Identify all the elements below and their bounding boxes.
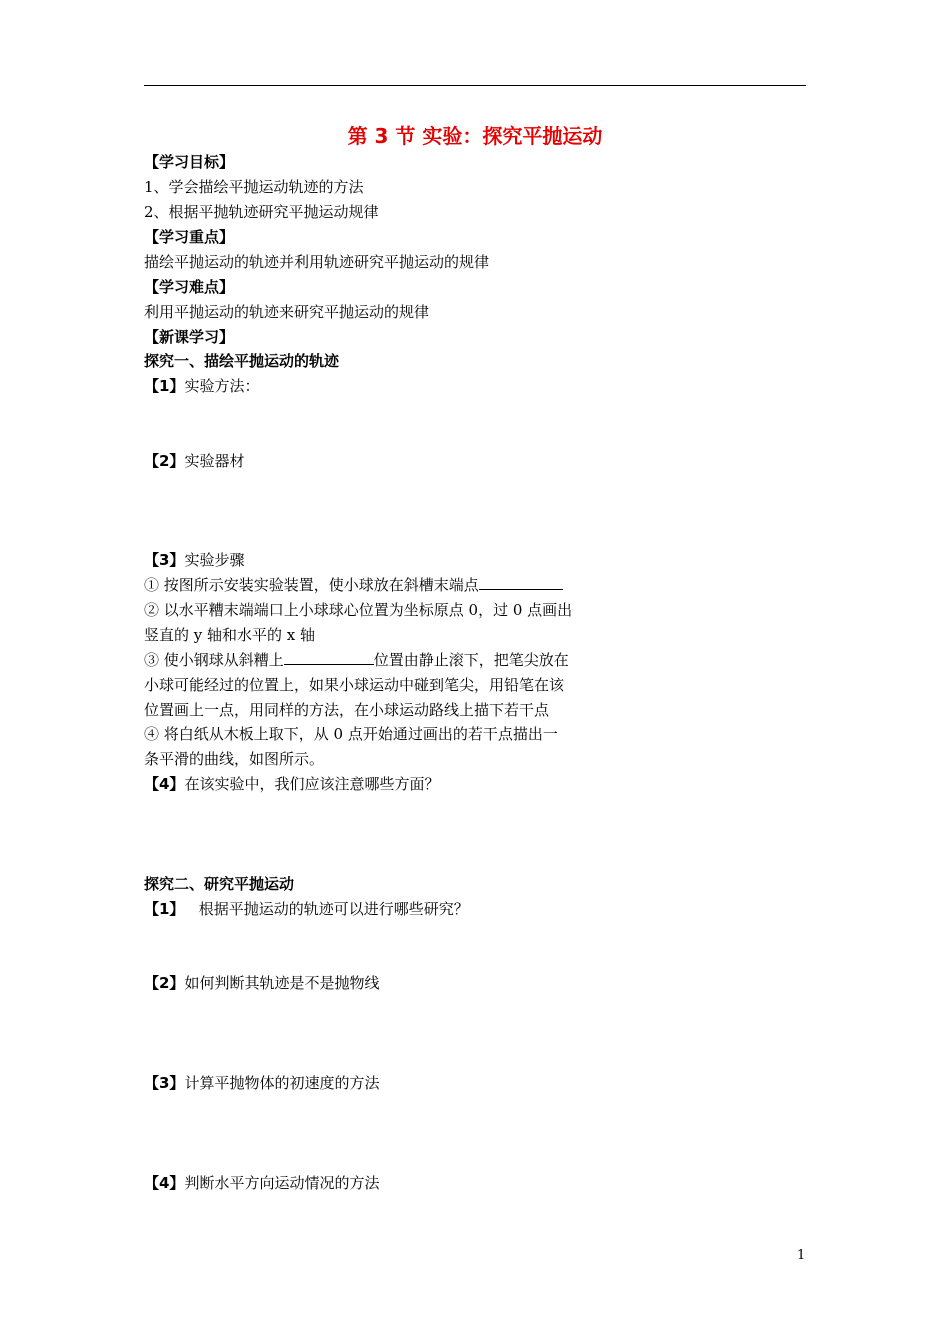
key-heading: 【学习重点】 [144,228,235,246]
explore2-q4 [144,1173,664,1193]
key-text: 描绘平抛运动的轨迹并利用轨迹研究平抛运动的规律 [144,253,490,271]
step-4-line-1: ④ 将白纸从木板上取下，从 0 点开始通过画出的若干点描出一 [144,725,558,743]
difficulty-heading: 【学习难点】 [144,278,235,296]
explore1-q2-tag: 【2】 [144,452,185,470]
step-3-text-b: 位置由静止滚下，把笔尖放在 [373,651,569,669]
explore1-q3-text: 实验步骤 [184,551,245,569]
explore2-q3-tag: 【3】 [144,1074,185,1092]
step-3-text-a: ③ 使小钢球从斜糟上 [144,651,284,669]
step-3-line-3: 位置画上一点，用同样的方法，在小球运动路线上描下若干点 [144,701,550,719]
header-rule [144,85,806,86]
step-2-line-1: ② 以水平糟末端端口上小球球心位置为坐标原点 0，过 0 点画出 [144,601,573,619]
explore2-q1-tag: 【1】 [144,900,185,918]
explore2-q4-text: 判断水平方向运动情况的方法 [184,1174,380,1192]
explore1-q1-text: 实验方法： [184,377,260,395]
step-3-line-1 [144,650,664,670]
page-number: 1 [797,1248,806,1263]
explore1-q2-text: 实验器材 [184,452,245,470]
explore2-q2-text: 如何判断其轨迹是不是抛物线 [184,974,380,992]
explore1-q4-tag: 【4】 [144,775,185,793]
step-2-line-2: 竖直的 y 轴和水平的 x 轴 [144,626,316,644]
explore1-q3-tag: 【3】 [144,551,185,569]
step-4-line-2: 条平滑的曲线，如图所示。 [144,750,325,768]
explore2-q4-tag: 【4】 [144,1174,185,1192]
explore2-heading: 探究二、研究平抛运动 [144,875,295,893]
explore1-q2 [144,451,664,471]
goals-heading: 【学习目标】 [144,153,235,171]
new-lesson-heading: 【新课学习】 [144,328,235,346]
goal-1: 1、学会描绘平抛运动轨迹的方法 [144,178,364,196]
step-1 [144,575,664,595]
explore1-heading: 探究一、描绘平抛运动的轨迹 [144,352,340,370]
explore2-q1-text: 根据平抛运动的轨迹可以进行哪些研究？ [184,900,469,918]
explore2-q2-tag: 【2】 [144,974,185,992]
goal-2: 2、根据平抛轨迹研究平抛运动规律 [144,203,379,221]
explore2-q1 [144,899,664,919]
explore1-q1 [144,376,664,396]
explore1-q3 [144,550,664,570]
difficulty-text: 利用平抛运动的轨迹来研究平抛运动的规律 [144,303,430,321]
step-1-text: ① 按图所示安装实验装置，使小球放在斜槽末端点 [144,576,479,594]
step-1-blank [479,575,563,590]
step-3-blank [284,650,374,665]
explore2-q3 [144,1073,664,1093]
explore2-q2 [144,973,664,993]
page-title: 第 3 节 实验：探究平抛运动 [347,124,603,148]
step-3-line-2: 小球可能经过的位置上，如果小球运动中碰到笔尖，用铅笔在该 [144,676,565,694]
explore1-q4 [144,774,664,794]
explore1-q1-tag: 【1】 [144,377,185,395]
explore1-q4-text: 在该实验中，我们应该注意哪些方面？ [184,775,440,793]
explore2-q3-text: 计算平抛物体的初速度的方法 [184,1074,380,1092]
